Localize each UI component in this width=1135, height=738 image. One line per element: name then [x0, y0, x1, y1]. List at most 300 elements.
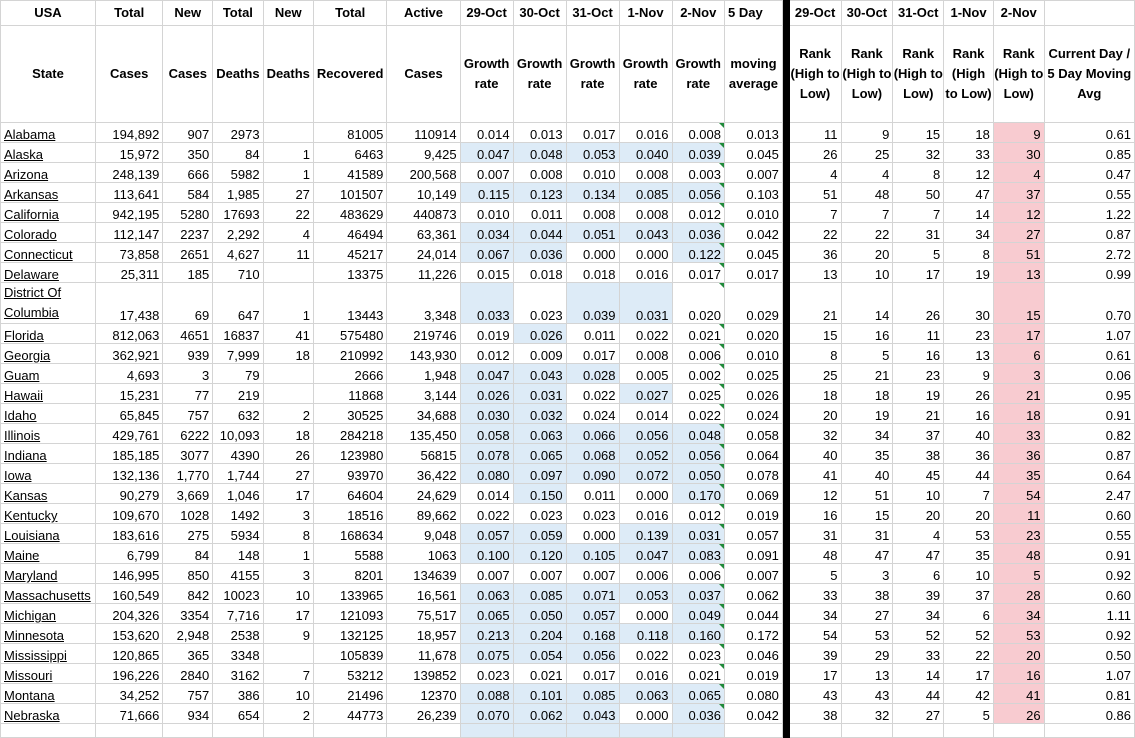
cell-rank-1nov[interactable]: 52: [944, 624, 994, 644]
cell-total-deaths[interactable]: 386: [213, 684, 263, 704]
cell-total-recovered[interactable]: 284218: [313, 424, 386, 444]
cell-rank-31oct[interactable]: 27: [893, 704, 944, 724]
cell-moving-average[interactable]: 0.078: [725, 464, 783, 484]
cell-moving-average[interactable]: 0.007: [725, 564, 783, 584]
cell-total-deaths[interactable]: 1,744: [213, 464, 263, 484]
cell-moving-average[interactable]: 0.010: [725, 344, 783, 364]
cell-new-deaths[interactable]: [263, 364, 313, 384]
cell-rank-31oct[interactable]: 32: [893, 143, 944, 163]
cell-new-cases[interactable]: 6222: [163, 424, 213, 444]
cell-total-recovered[interactable]: 575480: [313, 324, 386, 344]
cell-rank-31oct[interactable]: 16: [893, 344, 944, 364]
header-cell-total-deaths[interactable]: Total: [213, 1, 263, 26]
cell-growth-30oct[interactable]: 0.062: [513, 704, 566, 724]
cell-rank-31oct[interactable]: 20: [893, 504, 944, 524]
cell-new-cases[interactable]: 77: [163, 384, 213, 404]
cell-growth-1nov[interactable]: 0.027: [619, 384, 672, 404]
cell-growth-1nov[interactable]: 0.063: [619, 684, 672, 704]
cell-growth-1nov[interactable]: 0.022: [619, 324, 672, 344]
cell-active-cases[interactable]: 11,678: [387, 644, 460, 664]
cell-active-cases[interactable]: 24,014: [387, 243, 460, 263]
cell-growth-2nov[interactable]: 0.021: [672, 324, 725, 344]
cell-active-cases[interactable]: 1063: [387, 544, 460, 564]
header-cell-new-cases[interactable]: New: [163, 1, 213, 26]
cell-moving-average[interactable]: 0.069: [725, 484, 783, 504]
cell-growth-30oct[interactable]: 0.085: [513, 584, 566, 604]
cell-total-cases[interactable]: 15,972: [95, 143, 162, 163]
cell-total-cases[interactable]: 15,231: [95, 384, 162, 404]
cell-growth-2nov[interactable]: 0.021: [672, 664, 725, 684]
cell-growth-31oct[interactable]: 0.010: [566, 163, 619, 183]
header-cell-rank-30oct[interactable]: Rank (High to Low): [841, 26, 893, 123]
cell-new-deaths[interactable]: 27: [263, 183, 313, 203]
cell-moving-average[interactable]: 0.020: [725, 324, 783, 344]
header-cell-total-cases[interactable]: Total: [95, 1, 162, 26]
cell-growth-29oct[interactable]: 0.007: [460, 163, 513, 183]
header-cell-rank-29oct[interactable]: 29-Oct: [789, 1, 841, 26]
cell-growth-31oct[interactable]: 0.043: [566, 704, 619, 724]
cell-growth-31oct[interactable]: 0.011: [566, 484, 619, 504]
cell-growth-31oct[interactable]: 0.000: [566, 243, 619, 263]
header-cell-rank-29oct[interactable]: Rank (High to Low): [789, 26, 841, 123]
cell-total-cases[interactable]: 6,799: [95, 544, 162, 564]
cell-active-cases[interactable]: 89,662: [387, 504, 460, 524]
cell-rank-29oct[interactable]: 18: [789, 384, 841, 404]
state-name-cell[interactable]: Michigan: [1, 604, 96, 624]
header-cell-growth-31oct[interactable]: 31-Oct: [566, 1, 619, 26]
cell-total-cases[interactable]: 183,616: [95, 524, 162, 544]
cell-growth-1nov[interactable]: 0.006: [619, 564, 672, 584]
cell-rank-31oct[interactable]: 44: [893, 684, 944, 704]
cell-ratio[interactable]: 0.47: [1044, 163, 1134, 183]
cell-new-deaths[interactable]: 8: [263, 524, 313, 544]
cell-new-cases[interactable]: 275: [163, 524, 213, 544]
cell-total-recovered[interactable]: 483629: [313, 203, 386, 223]
cell-total-recovered[interactable]: 5588: [313, 544, 386, 564]
cell-new-cases[interactable]: 5280: [163, 203, 213, 223]
cell-growth-31oct[interactable]: 0.051: [566, 223, 619, 243]
cell-new-deaths[interactable]: 3: [263, 504, 313, 524]
cell-total-recovered[interactable]: 13443: [313, 283, 386, 324]
cell-rank-2nov[interactable]: 12: [993, 203, 1044, 223]
cell-growth-2nov[interactable]: 0.017: [672, 263, 725, 283]
cell-moving-average[interactable]: 0.013: [725, 123, 783, 143]
cell-growth-1nov[interactable]: 0.000: [619, 484, 672, 504]
cell-growth-1nov[interactable]: 0.008: [619, 203, 672, 223]
state-name-cell[interactable]: Hawaii: [1, 384, 96, 404]
cell-ratio[interactable]: 0.86: [1044, 704, 1134, 724]
state-name-cell[interactable]: Arkansas: [1, 183, 96, 203]
cell-active-cases[interactable]: 24,629: [387, 484, 460, 504]
cell-rank-31oct[interactable]: 4: [893, 524, 944, 544]
cell-growth-29oct[interactable]: 0.034: [460, 223, 513, 243]
cell-total-cases[interactable]: 65,845: [95, 404, 162, 424]
cell-growth-29oct[interactable]: [460, 724, 513, 738]
cell-growth-31oct[interactable]: 0.022: [566, 384, 619, 404]
cell-growth-2nov[interactable]: 0.122: [672, 243, 725, 263]
cell-new-cases[interactable]: 757: [163, 404, 213, 424]
cell-active-cases[interactable]: 75,517: [387, 604, 460, 624]
cell-rank-29oct[interactable]: 41: [789, 464, 841, 484]
cell-rank-30oct[interactable]: 13: [841, 664, 893, 684]
cell-new-cases[interactable]: 842: [163, 584, 213, 604]
cell-rank-29oct[interactable]: 43: [789, 684, 841, 704]
cell-growth-29oct[interactable]: 0.026: [460, 384, 513, 404]
cell-growth-1nov[interactable]: 0.072: [619, 464, 672, 484]
cell-growth-30oct[interactable]: 0.097: [513, 464, 566, 484]
cell-rank-29oct[interactable]: 31: [789, 524, 841, 544]
cell-growth-1nov[interactable]: 0.000: [619, 243, 672, 263]
cell-growth-1nov[interactable]: 0.005: [619, 364, 672, 384]
header-cell-growth-30oct[interactable]: 30-Oct: [513, 1, 566, 26]
cell-rank-31oct[interactable]: 45: [893, 464, 944, 484]
cell-ratio[interactable]: 0.06: [1044, 364, 1134, 384]
cell-total-cases[interactable]: 160,549: [95, 584, 162, 604]
cell-total-recovered[interactable]: [313, 724, 386, 738]
cell-total-cases[interactable]: 153,620: [95, 624, 162, 644]
cell-ratio[interactable]: 0.60: [1044, 504, 1134, 524]
state-name-cell[interactable]: Idaho: [1, 404, 96, 424]
cell-rank-29oct[interactable]: [789, 724, 841, 738]
cell-growth-30oct[interactable]: 0.018: [513, 263, 566, 283]
cell-rank-1nov[interactable]: 9: [944, 364, 994, 384]
cell-new-cases[interactable]: 934: [163, 704, 213, 724]
state-name-cell[interactable]: Illinois: [1, 424, 96, 444]
state-name-cell[interactable]: California: [1, 203, 96, 223]
state-name-cell[interactable]: Indiana: [1, 444, 96, 464]
cell-rank-31oct[interactable]: 11: [893, 324, 944, 344]
cell-new-deaths[interactable]: 18: [263, 344, 313, 364]
cell-growth-29oct[interactable]: 0.078: [460, 444, 513, 464]
cell-growth-29oct[interactable]: 0.100: [460, 544, 513, 564]
cell-moving-average[interactable]: 0.019: [725, 664, 783, 684]
cell-new-deaths[interactable]: 22: [263, 203, 313, 223]
cell-total-cases[interactable]: 429,761: [95, 424, 162, 444]
cell-growth-29oct[interactable]: 0.007: [460, 564, 513, 584]
cell-new-deaths[interactable]: 26: [263, 444, 313, 464]
cell-rank-2nov[interactable]: 16: [993, 664, 1044, 684]
header-cell-active-cases[interactable]: Active: [387, 1, 460, 26]
cell-rank-1nov[interactable]: 5: [944, 704, 994, 724]
cell-ratio[interactable]: 2.72: [1044, 243, 1134, 263]
cell-growth-29oct[interactable]: 0.088: [460, 684, 513, 704]
state-name-cell[interactable]: Montana: [1, 684, 96, 704]
state-name-cell[interactable]: Alabama: [1, 123, 96, 143]
cell-rank-30oct[interactable]: 14: [841, 283, 893, 324]
header-cell-state[interactable]: State: [1, 26, 96, 123]
cell-total-deaths[interactable]: 3348: [213, 644, 263, 664]
cell-rank-1nov[interactable]: 30: [944, 283, 994, 324]
state-name-cell[interactable]: Iowa: [1, 464, 96, 484]
cell-new-cases[interactable]: [163, 724, 213, 738]
cell-growth-31oct[interactable]: 0.066: [566, 424, 619, 444]
cell-active-cases[interactable]: 219746: [387, 324, 460, 344]
cell-rank-30oct[interactable]: 3: [841, 564, 893, 584]
cell-growth-30oct[interactable]: 0.150: [513, 484, 566, 504]
cell-growth-1nov[interactable]: 0.008: [619, 344, 672, 364]
cell-active-cases[interactable]: 139852: [387, 664, 460, 684]
state-name-cell[interactable]: Kentucky: [1, 504, 96, 524]
cell-growth-29oct[interactable]: 0.075: [460, 644, 513, 664]
cell-ratio[interactable]: 0.70: [1044, 283, 1134, 324]
cell-rank-2nov[interactable]: 15: [993, 283, 1044, 324]
header-cell-total-deaths[interactable]: Deaths: [213, 26, 263, 123]
cell-active-cases[interactable]: 10,149: [387, 183, 460, 203]
cell-rank-29oct[interactable]: 33: [789, 584, 841, 604]
state-name-cell[interactable]: Nebraska: [1, 704, 96, 724]
cell-growth-31oct[interactable]: 0.105: [566, 544, 619, 564]
cell-rank-2nov[interactable]: [993, 724, 1044, 738]
cell-growth-2nov[interactable]: 0.036: [672, 704, 725, 724]
cell-active-cases[interactable]: 63,361: [387, 223, 460, 243]
cell-growth-1nov[interactable]: 0.016: [619, 504, 672, 524]
cell-new-deaths[interactable]: [263, 724, 313, 738]
cell-rank-31oct[interactable]: 5: [893, 243, 944, 263]
cell-active-cases[interactable]: 134639: [387, 564, 460, 584]
cell-new-cases[interactable]: 365: [163, 644, 213, 664]
cell-ratio[interactable]: 1.22: [1044, 203, 1134, 223]
cell-rank-31oct[interactable]: 38: [893, 444, 944, 464]
header-cell-rank-31oct[interactable]: 31-Oct: [893, 1, 944, 26]
cell-total-deaths[interactable]: [213, 724, 263, 738]
cell-rank-31oct[interactable]: 52: [893, 624, 944, 644]
cell-rank-30oct[interactable]: 31: [841, 524, 893, 544]
cell-new-cases[interactable]: 584: [163, 183, 213, 203]
cell-growth-29oct[interactable]: 0.115: [460, 183, 513, 203]
cell-rank-1nov[interactable]: 10: [944, 564, 994, 584]
cell-rank-1nov[interactable]: 14: [944, 203, 994, 223]
state-name-cell[interactable]: Colorado: [1, 223, 96, 243]
cell-growth-31oct[interactable]: 0.008: [566, 203, 619, 223]
cell-rank-2nov[interactable]: 51: [993, 243, 1044, 263]
cell-new-cases[interactable]: 757: [163, 684, 213, 704]
state-name-cell[interactable]: Louisiana: [1, 524, 96, 544]
cell-growth-2nov[interactable]: 0.006: [672, 564, 725, 584]
cell-ratio[interactable]: 1.07: [1044, 664, 1134, 684]
cell-total-deaths[interactable]: 647: [213, 283, 263, 324]
cell-total-deaths[interactable]: 3162: [213, 664, 263, 684]
cell-growth-2nov[interactable]: 0.008: [672, 123, 725, 143]
cell-total-deaths[interactable]: 4,627: [213, 243, 263, 263]
cell-growth-30oct[interactable]: 0.013: [513, 123, 566, 143]
cell-ratio[interactable]: 0.92: [1044, 564, 1134, 584]
cell-growth-30oct[interactable]: 0.031: [513, 384, 566, 404]
cell-rank-29oct[interactable]: 26: [789, 143, 841, 163]
cell-growth-1nov[interactable]: 0.000: [619, 704, 672, 724]
cell-rank-30oct[interactable]: 47: [841, 544, 893, 564]
cell-total-recovered[interactable]: 81005: [313, 123, 386, 143]
cell-new-deaths[interactable]: 4: [263, 223, 313, 243]
cell-ratio[interactable]: 0.92: [1044, 624, 1134, 644]
cell-rank-30oct[interactable]: 10: [841, 263, 893, 283]
cell-rank-2nov[interactable]: 17: [993, 324, 1044, 344]
cell-growth-1nov[interactable]: 0.022: [619, 644, 672, 664]
cell-growth-29oct[interactable]: 0.063: [460, 584, 513, 604]
cell-new-cases[interactable]: 4651: [163, 324, 213, 344]
cell-total-deaths[interactable]: 2973: [213, 123, 263, 143]
header-cell-rank-2nov[interactable]: Rank (High to Low): [993, 26, 1044, 123]
cell-rank-30oct[interactable]: 38: [841, 584, 893, 604]
header-cell-divider[interactable]: [782, 1, 789, 26]
cell-new-deaths[interactable]: 10: [263, 584, 313, 604]
cell-rank-1nov[interactable]: 7: [944, 484, 994, 504]
cell-new-cases[interactable]: 2651: [163, 243, 213, 263]
cell-active-cases[interactable]: 12370: [387, 684, 460, 704]
cell-growth-1nov[interactable]: 0.052: [619, 444, 672, 464]
cell-ratio[interactable]: 0.87: [1044, 223, 1134, 243]
cell-total-deaths[interactable]: 4155: [213, 564, 263, 584]
header-cell-rank-31oct[interactable]: Rank (High to Low): [893, 26, 944, 123]
cell-rank-2nov[interactable]: 9: [993, 123, 1044, 143]
cell-growth-29oct[interactable]: 0.057: [460, 524, 513, 544]
header-cell-total-recovered[interactable]: Recovered: [313, 26, 386, 123]
cell-new-deaths[interactable]: 41: [263, 324, 313, 344]
cell-growth-29oct[interactable]: 0.019: [460, 324, 513, 344]
cell-growth-31oct[interactable]: 0.039: [566, 283, 619, 324]
cell-total-recovered[interactable]: 101507: [313, 183, 386, 203]
cell-growth-2nov[interactable]: 0.083: [672, 544, 725, 564]
cell-rank-29oct[interactable]: 15: [789, 324, 841, 344]
cell-total-recovered[interactable]: 46494: [313, 223, 386, 243]
cell-total-recovered[interactable]: 6463: [313, 143, 386, 163]
cell-rank-2nov[interactable]: 35: [993, 464, 1044, 484]
cell-active-cases[interactable]: 3,144: [387, 384, 460, 404]
cell-growth-31oct[interactable]: 0.071: [566, 584, 619, 604]
cell-rank-2nov[interactable]: 54: [993, 484, 1044, 504]
cell-rank-2nov[interactable]: 48: [993, 544, 1044, 564]
cell-rank-30oct[interactable]: 5: [841, 344, 893, 364]
cell-rank-29oct[interactable]: 7: [789, 203, 841, 223]
cell-rank-29oct[interactable]: 34: [789, 604, 841, 624]
cell-growth-2nov[interactable]: 0.003: [672, 163, 725, 183]
header-cell-rank-1nov[interactable]: 1-Nov: [944, 1, 994, 26]
cell-growth-31oct[interactable]: 0.024: [566, 404, 619, 424]
cell-total-recovered[interactable]: 45217: [313, 243, 386, 263]
cell-moving-average[interactable]: 0.019: [725, 504, 783, 524]
cell-growth-31oct[interactable]: 0.011: [566, 324, 619, 344]
state-name-cell[interactable]: Massachusetts: [1, 584, 96, 604]
cell-moving-average[interactable]: 0.029: [725, 283, 783, 324]
cell-growth-29oct[interactable]: 0.047: [460, 364, 513, 384]
cell-rank-1nov[interactable]: 17: [944, 664, 994, 684]
state-name-cell[interactable]: Connecticut: [1, 243, 96, 263]
cell-rank-2nov[interactable]: 11: [993, 504, 1044, 524]
cell-rank-30oct[interactable]: 51: [841, 484, 893, 504]
cell-total-recovered[interactable]: 133965: [313, 584, 386, 604]
cell-new-deaths[interactable]: 18: [263, 424, 313, 444]
cell-ratio[interactable]: 0.61: [1044, 123, 1134, 143]
cell-growth-31oct[interactable]: 0.007: [566, 564, 619, 584]
state-name-cell[interactable]: District Of Columbia: [1, 283, 96, 324]
state-name-cell[interactable]: Florida: [1, 324, 96, 344]
cell-growth-2nov[interactable]: 0.023: [672, 644, 725, 664]
cell-rank-2nov[interactable]: 4: [993, 163, 1044, 183]
cell-active-cases[interactable]: [387, 724, 460, 738]
cell-new-cases[interactable]: 84: [163, 544, 213, 564]
cell-total-cases[interactable]: 109,670: [95, 504, 162, 524]
cell-ratio[interactable]: 0.60: [1044, 584, 1134, 604]
cell-total-recovered[interactable]: 53212: [313, 664, 386, 684]
state-name-cell[interactable]: Georgia: [1, 344, 96, 364]
cell-rank-1nov[interactable]: 34: [944, 223, 994, 243]
cell-total-deaths[interactable]: 17693: [213, 203, 263, 223]
cell-new-cases[interactable]: 350: [163, 143, 213, 163]
cell-total-recovered[interactable]: 44773: [313, 704, 386, 724]
cell-total-deaths[interactable]: 16837: [213, 324, 263, 344]
cell-moving-average[interactable]: 0.024: [725, 404, 783, 424]
cell-rank-2nov[interactable]: 33: [993, 424, 1044, 444]
cell-rank-31oct[interactable]: 15: [893, 123, 944, 143]
cell-rank-30oct[interactable]: 18: [841, 384, 893, 404]
cell-total-deaths[interactable]: 148: [213, 544, 263, 564]
cell-rank-30oct[interactable]: 9: [841, 123, 893, 143]
cell-new-cases[interactable]: 3354: [163, 604, 213, 624]
cell-growth-30oct[interactable]: 0.009: [513, 344, 566, 364]
cell-active-cases[interactable]: 18,957: [387, 624, 460, 644]
cell-growth-30oct[interactable]: 0.026: [513, 324, 566, 344]
cell-new-cases[interactable]: 2840: [163, 664, 213, 684]
cell-active-cases[interactable]: 440873: [387, 203, 460, 223]
cell-rank-2nov[interactable]: 26: [993, 704, 1044, 724]
cell-moving-average[interactable]: 0.064: [725, 444, 783, 464]
cell-rank-2nov[interactable]: 18: [993, 404, 1044, 424]
cell-total-cases[interactable]: 90,279: [95, 484, 162, 504]
cell-growth-2nov[interactable]: 0.050: [672, 464, 725, 484]
cell-growth-2nov[interactable]: 0.036: [672, 223, 725, 243]
cell-growth-31oct[interactable]: 0.056: [566, 644, 619, 664]
cell-growth-29oct[interactable]: 0.022: [460, 504, 513, 524]
cell-growth-29oct[interactable]: 0.213: [460, 624, 513, 644]
cell-active-cases[interactable]: 200,568: [387, 163, 460, 183]
cell-new-cases[interactable]: 3,669: [163, 484, 213, 504]
cell-rank-30oct[interactable]: 22: [841, 223, 893, 243]
cell-total-deaths[interactable]: 7,999: [213, 344, 263, 364]
cell-ratio[interactable]: 0.55: [1044, 183, 1134, 203]
cell-rank-29oct[interactable]: 16: [789, 504, 841, 524]
cell-moving-average[interactable]: 0.017: [725, 263, 783, 283]
cell-rank-31oct[interactable]: 47: [893, 544, 944, 564]
cell-new-deaths[interactable]: [263, 384, 313, 404]
cell-total-cases[interactable]: 196,226: [95, 664, 162, 684]
cell-rank-30oct[interactable]: 25: [841, 143, 893, 163]
cell-new-cases[interactable]: 1,770: [163, 464, 213, 484]
cell-new-deaths[interactable]: 7: [263, 664, 313, 684]
cell-growth-2nov[interactable]: 0.031: [672, 524, 725, 544]
cell-total-recovered[interactable]: 64604: [313, 484, 386, 504]
cell-ratio[interactable]: 1.11: [1044, 604, 1134, 624]
cell-moving-average[interactable]: 0.026: [725, 384, 783, 404]
cell-growth-30oct[interactable]: 0.204: [513, 624, 566, 644]
state-name-cell[interactable]: Alaska: [1, 143, 96, 163]
cell-rank-29oct[interactable]: 11: [789, 123, 841, 143]
cell-rank-1nov[interactable]: 42: [944, 684, 994, 704]
cell-total-deaths[interactable]: 219: [213, 384, 263, 404]
cell-growth-29oct[interactable]: 0.080: [460, 464, 513, 484]
cell-rank-31oct[interactable]: 14: [893, 664, 944, 684]
cell-ratio[interactable]: 0.87: [1044, 444, 1134, 464]
cell-new-deaths[interactable]: [263, 123, 313, 143]
cell-rank-31oct[interactable]: 19: [893, 384, 944, 404]
cell-growth-2nov[interactable]: 0.002: [672, 364, 725, 384]
cell-rank-31oct[interactable]: 26: [893, 283, 944, 324]
cell-rank-1nov[interactable]: 36: [944, 444, 994, 464]
cell-new-deaths[interactable]: 2: [263, 404, 313, 424]
cell-moving-average[interactable]: 0.046: [725, 644, 783, 664]
cell-growth-30oct[interactable]: 0.008: [513, 163, 566, 183]
cell-new-deaths[interactable]: 1: [263, 163, 313, 183]
cell-active-cases[interactable]: 9,425: [387, 143, 460, 163]
cell-growth-2nov[interactable]: 0.012: [672, 203, 725, 223]
